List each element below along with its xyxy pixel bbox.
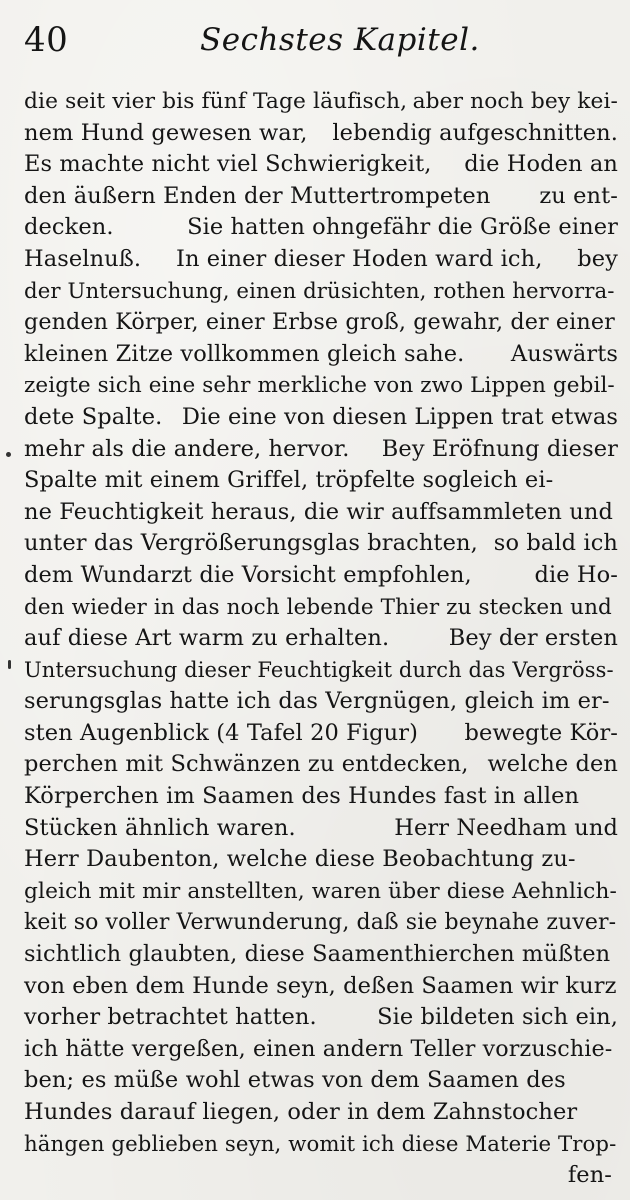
text-segment: so bald ich (493, 530, 618, 557)
text-line (24, 118, 618, 150)
text-segment: ne Feuchtigkeit heraus, die wir auffsammleten und (24, 498, 613, 525)
text-segment: Hundes darauf liegen, oder in dem Zahnstocher (24, 1099, 578, 1125)
text-segment: lebendig aufgeschnitten. (332, 119, 618, 146)
running-title: Sechstes Kapitel. (200, 22, 480, 58)
text-segment: vorher betrachtet hatten. (24, 1004, 317, 1031)
text-segment: In einer dieser Hoden ward ich, (175, 245, 543, 272)
text-segment: Spalte mit einem Griffel, tröpfelte sogleich ei- (24, 467, 554, 494)
text-segment: die seit vier bis fünf Tage läufisch, (24, 89, 408, 114)
text-line (24, 370, 618, 402)
text-line (24, 339, 618, 371)
text-segment: Herr Daubenton, welche diese Beobachtung zu- (24, 846, 576, 873)
text-line (24, 718, 618, 750)
text-line (24, 1097, 618, 1129)
page-number: 40 (24, 20, 69, 60)
text-line (24, 402, 618, 434)
text-line (24, 876, 618, 908)
text-line (24, 307, 618, 339)
text-line (24, 181, 618, 213)
text-line (24, 244, 618, 276)
text-segment: aber noch bey kei- (412, 89, 618, 114)
page-header (20, 16, 620, 64)
text-line (24, 844, 618, 876)
text-segment: den wieder in das noch lebende Thier zu stecken und (24, 594, 612, 620)
text-line (24, 749, 618, 781)
text-segment: dem Wundarzt die Vorsicht empfohlen, (24, 561, 472, 588)
text-segment: Untersuchung dieser Feuchtigkeit durch das Vergröss- (24, 657, 614, 682)
text-line (24, 560, 618, 592)
text-line (24, 465, 618, 497)
text-line (24, 623, 618, 655)
text-segment: Körperchen im Saamen des Hundes fast in allen (24, 783, 580, 810)
text-segment: der Untersuchung, einen drüsichten, rothen hervorra- (24, 278, 615, 304)
text-segment: Haselnuß. (24, 245, 142, 272)
margin-speck (6, 452, 11, 457)
text-segment: Bey der ersten (448, 625, 618, 652)
text-line (24, 592, 618, 624)
text-segment: dete Spalte. (24, 403, 163, 430)
text-segment: sichtlich glaubten, diese Saamenthierchen müßten (24, 941, 611, 968)
text-line (24, 86, 618, 118)
text-segment: welche den (487, 751, 618, 778)
text-segment: nem Hund gewesen war, (24, 119, 308, 146)
text-line (24, 971, 618, 1003)
text-segment: auf diese Art warm zu erhalten. (24, 625, 390, 652)
text-segment: Es machte nicht viel Schwierigkeit, (24, 151, 432, 178)
text-line (24, 655, 618, 687)
text-segment: Stücken ähnlich waren. (24, 814, 296, 841)
text-line (24, 1034, 618, 1066)
text-segment: zeigte sich eine sehr merkliche von zwo Lippen gebil- (24, 373, 615, 399)
text-segment: die Hoden an (464, 151, 618, 178)
text-line (24, 276, 618, 308)
text-line (24, 781, 618, 813)
text-segment: Auswärts (510, 340, 618, 367)
text-line (24, 497, 618, 529)
text-segment: die Ho- (534, 561, 618, 588)
text-line (24, 434, 618, 466)
text-segment: kleinen Zitze vollkommen gleich sahe. (24, 340, 465, 367)
body-text (24, 86, 618, 1192)
text-segment: unter das Vergrößerungsglas brachten, (24, 530, 478, 557)
text-line (24, 212, 618, 244)
text-segment: perchen mit Schwänzen zu entdecken, (24, 751, 469, 778)
text-segment: Die eine von diesen Lippen trat etwas (181, 403, 618, 430)
text-line (24, 528, 618, 560)
text-line (24, 1065, 618, 1097)
text-line (24, 1129, 618, 1161)
text-line (24, 907, 618, 939)
catchword-line (24, 1160, 618, 1192)
text-segment: genden Körper, einer Erbse groß, gewahr, der einer (24, 309, 615, 336)
text-segment: sten Augenblick (4 Tafel 20 Figur) (24, 719, 419, 746)
text-segment: hängen geblieben seyn, womit ich diese Materie Trop- (24, 1131, 617, 1157)
text-segment: ich hätte vergeßen, einen andern Teller vorzuschie- (24, 1035, 613, 1062)
text-segment: gleich mit mir anstellten, waren über diese Aehnlich- (24, 878, 617, 904)
text-segment: von eben dem Hunde seyn, deßen Saamen wir kurz (24, 972, 617, 999)
text-line (24, 686, 618, 718)
text-segment: Sie bildeten sich ein, (377, 1004, 618, 1031)
text-segment: serungsglas hatte ich das Vergnügen, gleich im er- (24, 688, 610, 715)
text-segment: Herr Needham und (394, 814, 618, 841)
text-segment: den äußern Enden der Muttertrompeten (24, 182, 491, 209)
text-segment: ben; es müße wohl etwas von dem Saamen des (24, 1067, 566, 1094)
text-segment: bey (577, 245, 618, 272)
text-line (24, 1002, 618, 1034)
text-line (24, 149, 618, 181)
margin-speck (8, 660, 11, 669)
text-line (24, 813, 618, 845)
text-segment: mehr als die andere, hervor. (24, 435, 350, 462)
text-segment: decken. (24, 214, 114, 241)
text-segment: zu ent- (539, 182, 618, 209)
text-segment: Bey Eröfnung dieser (381, 435, 618, 462)
text-segment: Sie hatten ohngefähr die Größe einer (187, 214, 618, 241)
text-segment: bewegte Kör- (464, 719, 618, 746)
text-line (24, 939, 618, 971)
catchword: fen- (567, 1162, 612, 1189)
text-segment: keit so voller Verwunderung, daß sie beynahe zuver- (24, 910, 617, 936)
